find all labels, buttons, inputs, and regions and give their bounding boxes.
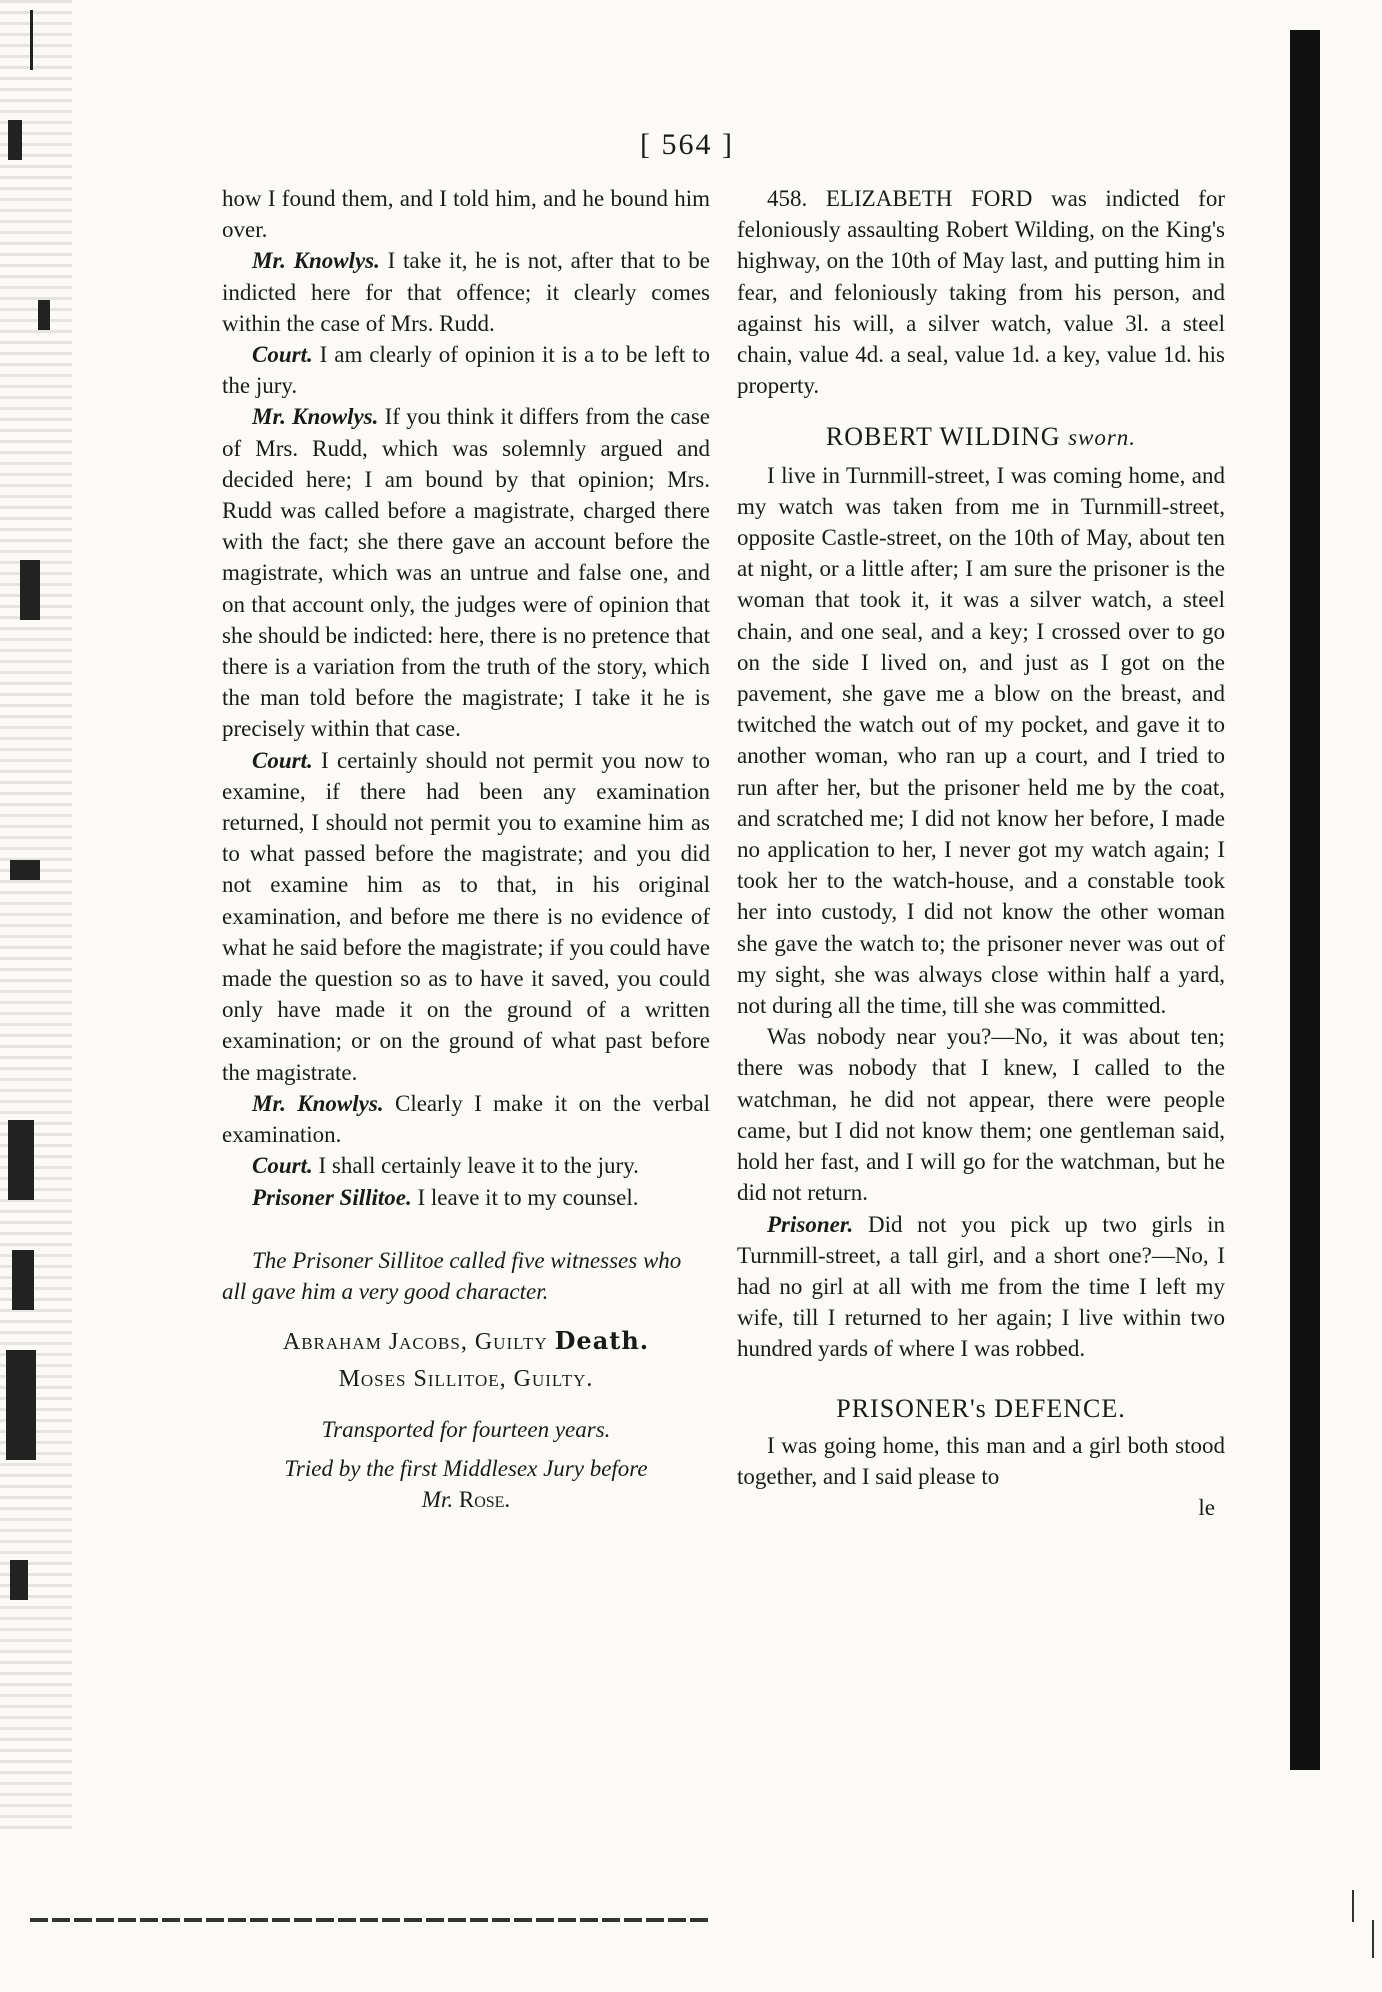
paragraph: Mr. Knowlys. If you think it differs from the case of Mrs. Rudd, which was solemnly argued and decided here; I am bound by that opinion; Mrs. Rudd was called before a magistrate, charged there with the fact; she there gave an account before the magistrate, which was an untrue and false one, and on that account only, the judges were of opinion that she should be indicted: here, there is no pretence that there is a variation from the truth of the story, which the man told before the magistrate; I take it he is precisely within that case. (222, 404, 710, 742)
paragraph: Court. I shall certainly leave it to the jury. (252, 1153, 639, 1179)
page-number: [ 564 ] (640, 128, 734, 161)
character-witness-note: The Prisoner Sillitoe called five witnesses who all gave him a very good character. (222, 1247, 682, 1304)
verdict-line: Abraham Jacobs, Guilty Death. (282, 1326, 650, 1356)
speaker: Mr. Knowlys. (252, 1090, 384, 1116)
defence-text: I was going home, this man and a girl both stood together, and I said please to (737, 1432, 1225, 1489)
right-column (737, 183, 1225, 1523)
paragraph: Prisoner Sillitoe. I leave it to my counsel. (252, 1184, 639, 1210)
paragraph: Court. I certainly should not permit you now to examine, if there had been any examination returned, I should not permit you to examine him as to what passed before the magistrate; and you did not examine him as to that, in his original examination, and before me there is no evidence of what he said before the magistrate; if you could have made the question so as to have it saved, you could only have made it on the ground of a written examination; or on the ground of what past before the magistrate. (222, 747, 710, 1085)
speaker: Prisoner. (767, 1211, 854, 1237)
tried-line: Tried by the first Middlesex Jury before (284, 1455, 648, 1481)
bottom-rule (30, 1918, 710, 1922)
scan-tick (1372, 1920, 1374, 1958)
judge-line: Mr. Rose. (421, 1486, 511, 1512)
paragraph: Court. I am clearly of opinion it is a to be left to the jury. (222, 342, 710, 399)
left-column (222, 183, 710, 1515)
paragraph: Mr. Knowlys. Clearly I make it on the verbal examination. (222, 1090, 710, 1148)
binding-edge (0, 0, 72, 1830)
speaker: Court. (252, 747, 313, 773)
speaker: Mr. Knowlys. (252, 404, 379, 430)
testimony: Prisoner. Did not you pick up two girls in Turnmill-street, a tall girl, and a short one?—No, I had no girl at all with me from the time I left my wife, till I returned to her again; I live within two hundred yards of where I was robbed. (737, 1211, 1225, 1362)
paragraph: how I found them, and I told him, and he bound him over. (222, 186, 710, 243)
testimony: I live in Turnmill-street, I was coming home, and my watch was taken from me in Turnmill-street, opposite Castle-street, on the 10th of May, about ten at night, or a little after; I am sure the prisoner is the woman that took it, it was a silver watch, a steel chain, and one seal, and a key; I crossed over to go on the side I lived on, and just as I got on the pavement, she gave me a blow on the breast, and twitched the watch out of my pocket, and gave it to another woman, who ran up a court, and I tried to run after her, but the prisoner held me by the coat, and scratched me; I did not know her before, I made no application to her, I never got my watch again; I took her to the watch-house, and a constable took her into custody, I did not know the other woman she gave the watch to; the prisoner never was out of my sight, she was always close within half a yard, not during all the time, till she was committed. (737, 462, 1225, 1019)
case-indictment: 458. ELIZABETH FORD was indicted for feloniously assaulting Robert Wilding, on the King's highway, on the 10th of May last, and putting him in fear, and feloniously taking from his person, and against his will, a silver watch, value 3l. a steel chain, value 4d. a seal, value 1d. a key, value 1d. his property. (737, 186, 1225, 399)
testimony: Was nobody near you?—No, it was about ten; there was nobody that I knew, I called to the watchman, he did not appear, there were people came, but I did not know them; one gentleman said, hold her fast, and I will go for the watchman, but he did not return. (737, 1024, 1225, 1206)
verdict-line: Moses Sillitoe, Guilty. (338, 1366, 594, 1393)
witness-heading: ROBERT WILDING sworn. (825, 422, 1137, 452)
speaker: Court. (252, 1153, 313, 1179)
scan-edge-bar (1290, 30, 1320, 1770)
catchword: le (1198, 1495, 1215, 1521)
defence-heading: PRISONER's DEFENCE. (836, 1393, 1126, 1423)
speaker: Court. (252, 342, 313, 368)
scan-tick (1352, 1890, 1354, 1922)
paragraph: Mr. Knowlys. I take it, he is not, after that to be indicted here for that offence; it clearly comes within the case of Mrs. Rudd. (222, 248, 711, 336)
speaker: Mr. Knowlys. (252, 248, 380, 274)
speaker: Prisoner Sillitoe. (252, 1184, 412, 1210)
sentence-line: Transported for fourteen years. (321, 1416, 611, 1442)
